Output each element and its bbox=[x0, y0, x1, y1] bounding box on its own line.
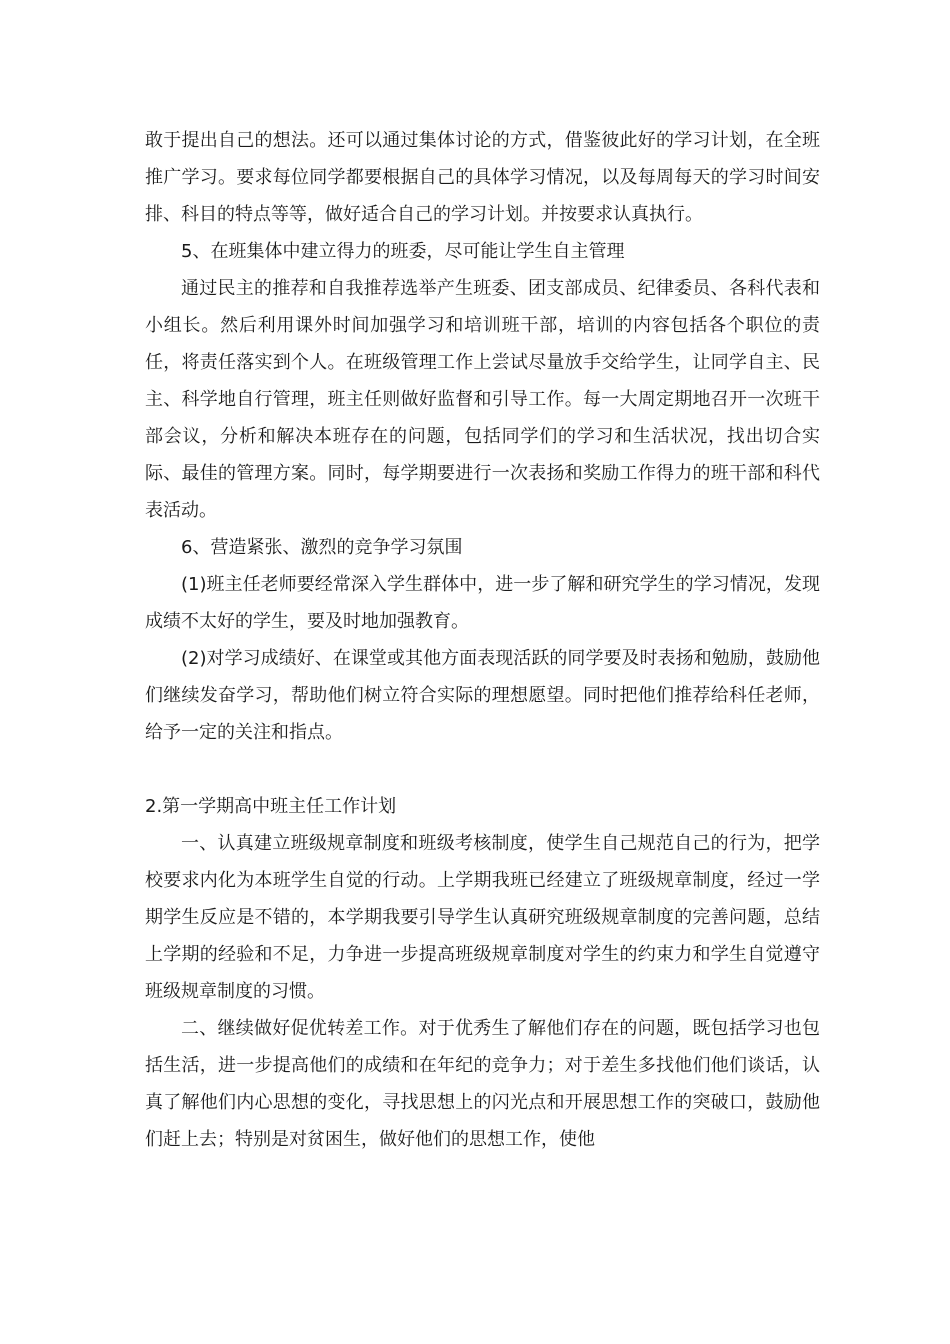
document-page bbox=[145, 122, 820, 1158]
list-item: (1)班主任老师要经常深入学生群体中，进一步了解和研究学生的学习情况，发现成绩不太好的学生，要及时地加强教育。 bbox=[145, 574, 820, 632]
body-paragraph: 敢于提出自己的想法。还可以通过集体讨论的方式，借鉴彼此好的学习计划，在全班推广学习。要求每位同学都要根据自己的具体学习情况，以及每周每天的学习时间安排、科目的特点等等，做好适合自己的学习计划。并按要求认真执行。 bbox=[145, 130, 820, 225]
body-paragraph: 一、认真建立班级规章制度和班级考核制度，使学生自己规范自己的行为，把学校要求内化为本班学生自觉的行动。上学期我班已经建立了班级规章制度，经过一学期学生反应是不错的，本学期我要引导学生认真研究班级规章制度的完善问题，总结上学期的经验和不足，力争进一步提高班级规章制度对学生的约束力和学生自觉遵守班级规章制度的习惯。 bbox=[145, 833, 820, 1002]
body-paragraph: 通过民主的推荐和自我推荐选举产生班委、团支部成员、纪律委员、各科代表和小组长。然后利用课外时间加强学习和培训班干部，培训的内容包括各个职位的责任，将责任落实到个人。在班级管理工作上尝试尽量放手交给学生，让同学自主、民主、科学地自行管理，班主任则做好监督和引导工作。每一大周定期地召开一次班干部会议，分析和解决本班存在的问题，包括同学们的学习和生活状况，找出切合实际、最佳的管理方案。同时，每学期要进行一次表扬和奖励工作得力的班干部和科代表活动。 bbox=[145, 278, 820, 521]
section-heading-6: 6、营造紧张、激烈的竞争学习氛围 bbox=[181, 537, 463, 558]
document-title: 2.第一学期高中班主任工作计划 bbox=[145, 796, 397, 817]
body-paragraph: 二、继续做好促优转差工作。对于优秀生了解他们存在的问题，既包括学习也包括生活，进一步提高他们的成绩和在年纪的竞争力；对于差生多找他们他们谈话，认真了解他们内心思想的变化，寻找思想上的闪光点和开展思想工作的突破口，鼓励他们赶上去；特别是对贫困生，做好他们的思想工作，使他 bbox=[145, 1018, 820, 1150]
section-spacer bbox=[145, 751, 820, 788]
list-item: (2)对学习成绩好、在课堂或其他方面表现活跃的同学要及时表扬和勉励，鼓励他们继续发奋学习，帮助他们树立符合实际的理想愿望。同时把他们推荐给科任老师，给予一定的关注和指点。 bbox=[145, 648, 820, 743]
section-heading-5: 5、在班集体中建立得力的班委，尽可能让学生自主管理 bbox=[181, 241, 625, 262]
